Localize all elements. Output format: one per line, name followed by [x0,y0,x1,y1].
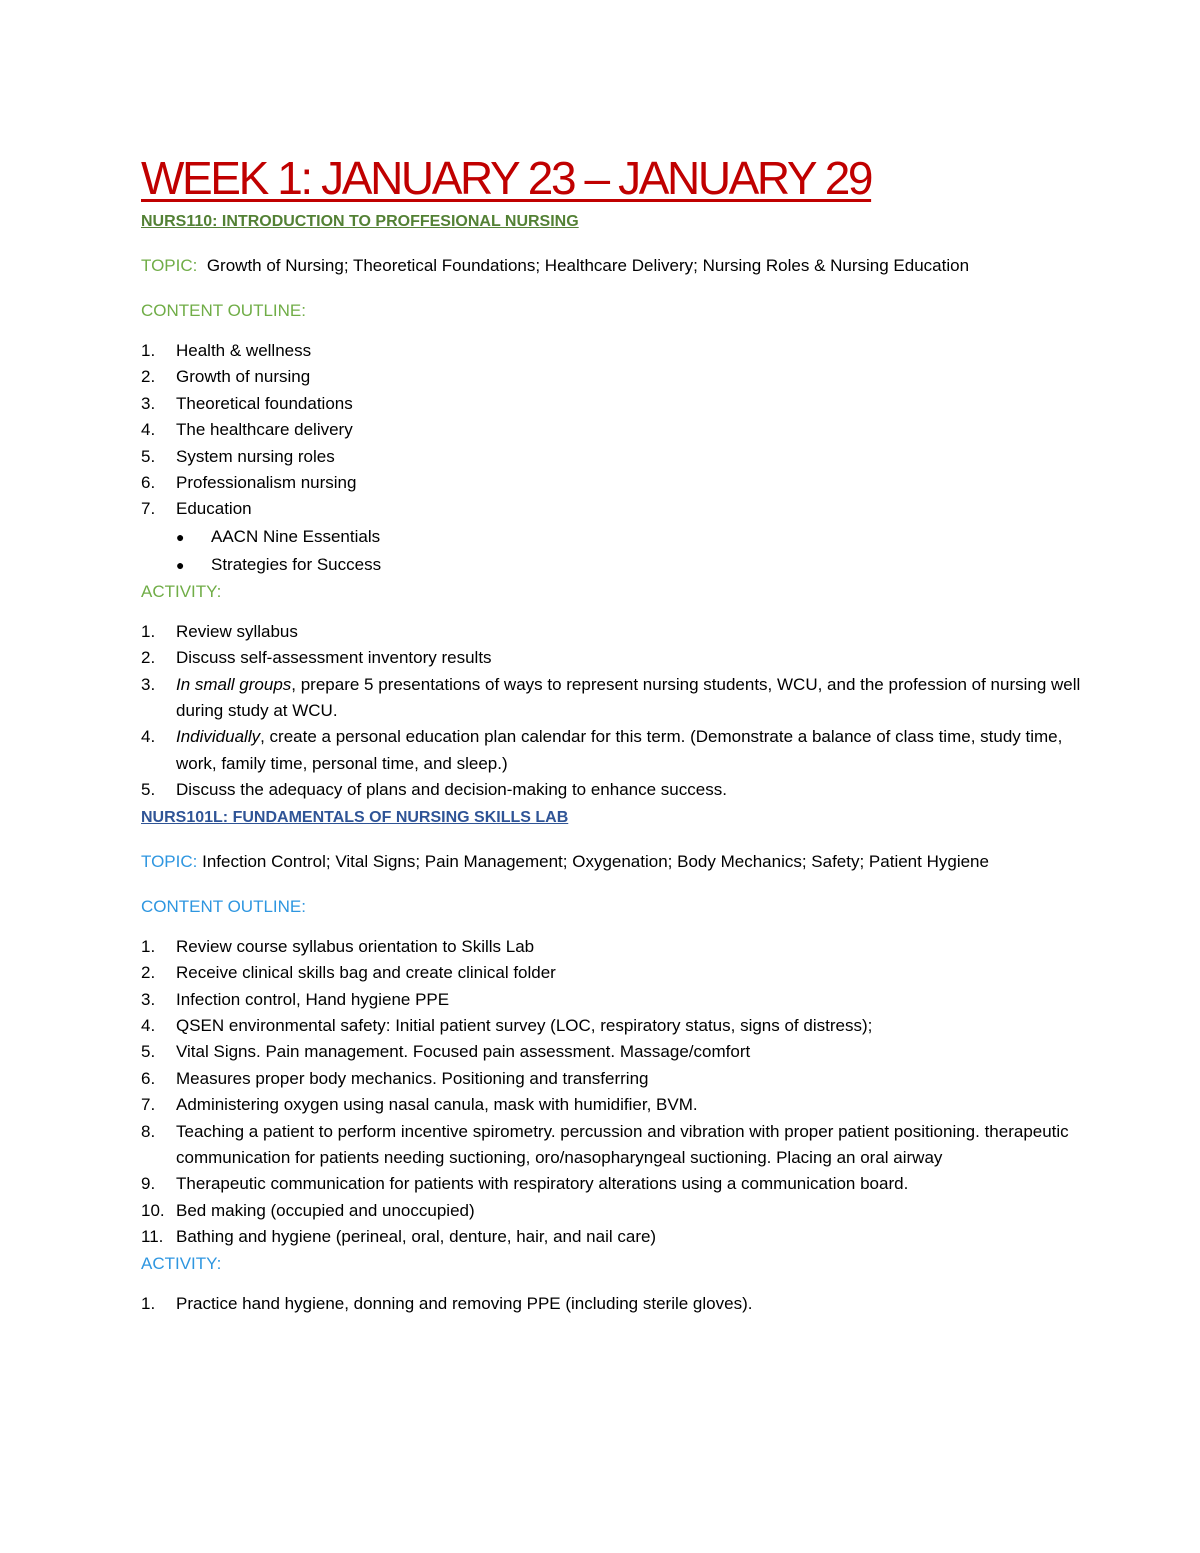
list-item-number: 5. [141,446,156,466]
list-item [141,1066,1081,1092]
list-item-emphasis: In small groups [176,674,292,694]
list-item-number: 6. [141,473,156,493]
list-item [141,1291,1081,1317]
list-item-text: Receive clinical skills bag and create clinical folder [176,963,556,983]
list-item-number: 1. [141,1293,156,1313]
week-title: WEEK 1: JANUARY 23 – JANUARY 29 [141,152,872,204]
list-item-text: , create a personal education plan calendar for this term. (Demonstrate a balance of class time, study time, work, family time, personal time, and sleep.) [176,727,1063,773]
list-item [141,1224,1081,1250]
activity-list [141,619,1081,804]
content-outline-label: CONTENT OUTLINE: [141,896,306,916]
bullet-icon: ● [176,528,185,545]
list-item-text: Infection control, Hand hygiene PPE [176,989,450,1009]
list-item-number: 1. [141,936,156,956]
list-item-text: Education [176,499,252,519]
list-item [141,672,1081,725]
list-item-text: Bed making (occupied and unoccupied) [176,1200,475,1220]
list-item-number: 1. [141,621,156,641]
education-bullet-list [141,523,1081,579]
list-item [141,987,1081,1013]
list-item-text: Administering oxygen using nasal canula, mask with humidifier, BVM. [176,1095,698,1115]
list-item [141,960,1081,986]
list-item-number: 2. [141,367,156,387]
list-item [141,724,1081,777]
list-item-number: 3. [141,393,156,413]
list-item-text: System nursing roles [176,446,335,466]
list-item-text: Health & wellness [176,341,312,360]
content-outline-list [141,934,1081,1251]
topic-text: Infection Control; Vital Signs; Pain Management; Oxygenation; Body Mechanics; Safety; Patient Hygiene [202,851,989,871]
activity-list [141,1291,1081,1317]
list-item-number: 3. [141,674,156,694]
list-item-text: Theoretical foundations [176,393,353,413]
list-item-number: 10. [141,1200,165,1220]
activity-label: ACTIVITY: [141,581,222,601]
list-item-emphasis: Individually [176,727,261,747]
list-item [141,619,1081,645]
list-item-text: Review syllabus [176,621,298,641]
list-item [141,364,1081,390]
bullet-item-text: AACN Nine Essentials [211,526,381,546]
list-item-number: 11. [141,1227,164,1247]
list-item-number: 4. [141,420,156,440]
bullet-item [141,551,1081,579]
list-item-number: 7. [141,499,156,519]
list-item-number: 2. [141,963,156,983]
list-item [141,1013,1081,1039]
course-heading-nurs101l: NURS101L: FUNDAMENTALS OF NURSING SKILLS LAB [141,808,569,826]
list-item [141,777,1081,803]
list-item [141,417,1081,443]
list-item-text: Teaching a patient to perform incentive spirometry. percussion and vibration with proper patient positioning. therapeutic communication for patients needing suctioning, oro/nasopharyngeal suctioning. Placing an oral airway [176,1121,1069,1167]
list-item-number: 7. [141,1095,156,1115]
list-item-number: 5. [141,780,156,800]
bullet-item [141,523,1081,551]
list-item-text: Review course syllabus orientation to Skills Lab [176,936,535,956]
content-outline-list [141,338,1081,523]
list-item-number: 2. [141,648,156,668]
list-item-text: The healthcare delivery [176,420,353,440]
list-item [141,496,1081,522]
list-item [141,470,1081,496]
list-item [141,934,1081,960]
list-item [141,1092,1081,1118]
list-item-text: Growth of nursing [176,367,311,387]
list-item-text: Measures proper body mechanics. Positioning and transferring [176,1068,649,1088]
list-item [141,1119,1081,1172]
topic-nurs110 [141,252,1081,280]
list-item-number: 9. [141,1174,156,1194]
topic-nurs101l [141,848,1081,876]
bullet-item-text: Strategies for Success [211,554,382,574]
list-item [141,1198,1081,1224]
list-item-text: Practice hand hygiene, donning and removing PPE (including sterile gloves). [176,1293,753,1313]
list-item [141,1171,1081,1197]
content-outline-label: CONTENT OUTLINE: [141,301,306,320]
list-item-number: 4. [141,1015,156,1035]
list-item-text: Therapeutic communication for patients with respiratory alterations using a communication board. [176,1174,909,1194]
list-item-text: QSEN environmental safety: Initial patient survey (LOC, respiratory status, signs of distress); [176,1015,873,1035]
list-item-text: , prepare 5 presentations of ways to represent nursing students, WCU, and the profession of nursing well during study at WCU. [176,674,1081,721]
list-item [141,338,1081,364]
list-item-text: Professionalism nursing [176,473,357,493]
list-item-number: 3. [141,989,156,1009]
list-item [141,444,1081,470]
list-item-text: Vital Signs. Pain management. Focused pain assessment. Massage/comfort [176,1042,751,1062]
list-item-number: 6. [141,1068,156,1088]
list-item-number: 5. [141,1042,156,1062]
list-item-number: 4. [141,727,156,747]
document-page [141,148,1081,1317]
topic-label: TOPIC: [141,851,198,871]
topic-label: TOPIC: [141,256,198,275]
list-item-text: Bathing and hygiene (perineal, oral, denture, hair, and nail care) [176,1227,657,1247]
list-item-number: 1. [141,341,156,360]
list-item [141,645,1081,671]
list-item-text: Discuss self-assessment inventory results [176,648,492,668]
activity-label: ACTIVITY: [141,1253,222,1273]
list-item [141,1039,1081,1065]
list-item-text: Discuss the adequacy of plans and decision-making to enhance success. [176,780,727,800]
course-heading-nurs110: NURS110: INTRODUCTION TO PROFFESIONAL NURSING [141,213,579,230]
bullet-icon: ● [176,556,185,573]
list-item [141,391,1081,417]
list-item-number: 8. [141,1121,156,1141]
topic-text: Growth of Nursing; Theoretical Foundations; Healthcare Delivery; Nursing Roles & Nursing Education [206,256,970,275]
